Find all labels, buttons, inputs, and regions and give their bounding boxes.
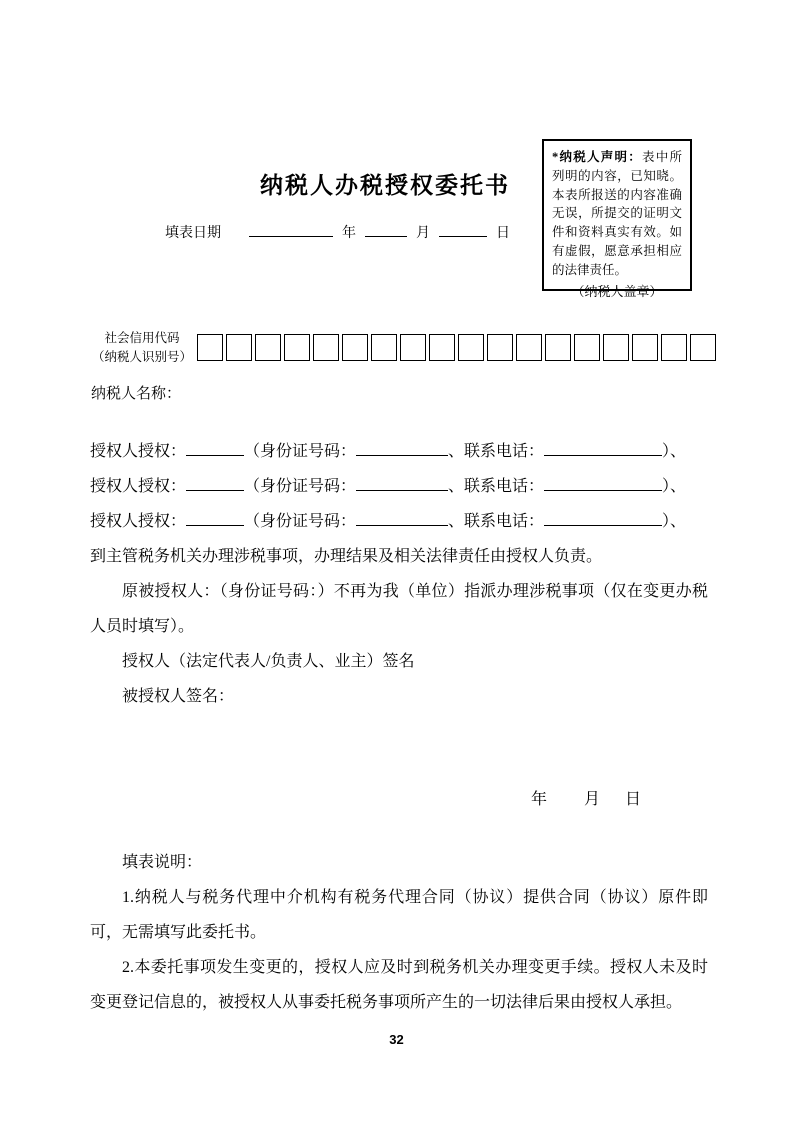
line-end-mark: ）、 bbox=[662, 513, 687, 530]
credit-code-box bbox=[632, 334, 658, 361]
credit-code-box bbox=[226, 334, 252, 361]
grantor-signature-label: 授权人（法定代表人/负责人、业主）签名 bbox=[122, 653, 415, 670]
page-number: 32 bbox=[389, 1032, 404, 1047]
credit-code-box bbox=[313, 334, 339, 361]
grantor-name-blank bbox=[186, 476, 244, 491]
signature-month-label: 月 bbox=[584, 791, 601, 808]
credit-code-label bbox=[92, 329, 192, 367]
phone-label: 、联系电话： bbox=[448, 513, 545, 530]
fill-date-month-blank bbox=[365, 222, 407, 237]
id-number-blank bbox=[356, 441, 448, 456]
declaration-text bbox=[552, 148, 682, 279]
declaration-body: 表中所列明的内容，已知晓。本表所报送的内容准确无误，所提交的证明文件和资料真实有效。如有虚假，愿意承担相应的法律责任。 bbox=[552, 150, 682, 277]
fill-date-year-blank bbox=[249, 222, 333, 237]
fill-date-label: 填表日期 bbox=[165, 226, 221, 241]
phone-label: 、联系电话： bbox=[448, 443, 545, 460]
phone-label: 、联系电话： bbox=[448, 478, 545, 495]
credit-code-box bbox=[661, 334, 687, 361]
credit-code-box bbox=[545, 334, 571, 361]
grantor-name-blank bbox=[186, 511, 244, 526]
taxpayer-declaration-box bbox=[542, 139, 692, 300]
line-end-mark: ）、 bbox=[662, 443, 687, 460]
year-label: 年 bbox=[342, 226, 356, 241]
credit-code-label-line1: 社会信用代码 bbox=[104, 331, 180, 345]
line-end-mark: ）、 bbox=[662, 478, 687, 495]
credit-code-box bbox=[197, 334, 223, 361]
grantor-label: 授权人授权： bbox=[90, 513, 187, 530]
id-number-blank bbox=[356, 511, 448, 526]
instructions-title: 填表说明： bbox=[122, 854, 203, 871]
credit-code-box bbox=[458, 334, 484, 361]
declaration-heading: *纳税人声明： bbox=[552, 150, 642, 164]
grantor-label: 授权人授权： bbox=[90, 478, 187, 495]
credit-code-row bbox=[92, 329, 716, 367]
authorization-line-2 bbox=[90, 469, 708, 504]
id-number-label: （身份证号码： bbox=[244, 443, 357, 460]
credit-code-box bbox=[255, 334, 281, 361]
phone-blank bbox=[544, 511, 662, 526]
credit-code-box bbox=[487, 334, 513, 361]
phone-blank bbox=[544, 441, 662, 456]
phone-blank bbox=[544, 476, 662, 491]
credit-code-box bbox=[574, 334, 600, 361]
id-number-label: （身份证号码： bbox=[244, 513, 357, 530]
credit-code-box bbox=[690, 334, 716, 361]
id-number-blank bbox=[356, 476, 448, 491]
credit-code-box bbox=[284, 334, 310, 361]
authorization-purpose-text: 到主管税务机关办理涉税事项，办理结果及相关法律责任由授权人负责。 bbox=[90, 548, 603, 565]
signature-date-line bbox=[531, 786, 641, 809]
credit-code-boxes bbox=[197, 334, 716, 361]
grantor-label: 授权人授权： bbox=[90, 443, 187, 460]
credit-code-box bbox=[516, 334, 542, 361]
credit-code-box bbox=[400, 334, 426, 361]
authorization-line-3 bbox=[90, 504, 708, 539]
month-label: 月 bbox=[416, 226, 430, 241]
signature-year-label: 年 bbox=[531, 791, 548, 808]
credit-code-box bbox=[429, 334, 455, 361]
grantor-name-blank bbox=[186, 441, 244, 456]
authorization-line-1 bbox=[90, 434, 708, 469]
filling-instructions bbox=[90, 845, 708, 1020]
form-body bbox=[90, 434, 708, 714]
credit-code-box bbox=[371, 334, 397, 361]
fill-date-line bbox=[165, 222, 510, 242]
grantee-signature-label: 被授权人签名： bbox=[122, 688, 235, 705]
day-label: 日 bbox=[496, 226, 510, 241]
taxpayer-seal-note: （纳税人盖章） bbox=[571, 284, 663, 300]
credit-code-box bbox=[342, 334, 368, 361]
taxpayer-name-label: 纳税人名称： bbox=[91, 386, 182, 402]
credit-code-label-line2: （纳税人识别号） bbox=[92, 349, 193, 364]
id-number-label: （身份证号码： bbox=[244, 478, 357, 495]
fill-date-day-blank bbox=[439, 222, 487, 237]
credit-code-box bbox=[603, 334, 629, 361]
form-title: 纳税人办税授权委托书 bbox=[260, 172, 510, 198]
instruction-item-2: 2.本委托事项发生变更的，授权人应及时到税务机关办理变更手续。授权人未及时变更登记信息的，被授权人从事委托税务事项所产生的一切法律后果由授权人承担。 bbox=[90, 959, 708, 1011]
revocation-text: 原被授权人：（身份证号码：）不再为我（单位）指派办理涉税事项（仅在变更办税人员时填写）。 bbox=[90, 583, 708, 635]
signature-day-label: 日 bbox=[625, 791, 642, 808]
instruction-item-1: 1.纳税人与税务代理中介机构有税务代理合同（协议）提供合同（协议）原件即可，无需填写此委托书。 bbox=[90, 889, 708, 941]
